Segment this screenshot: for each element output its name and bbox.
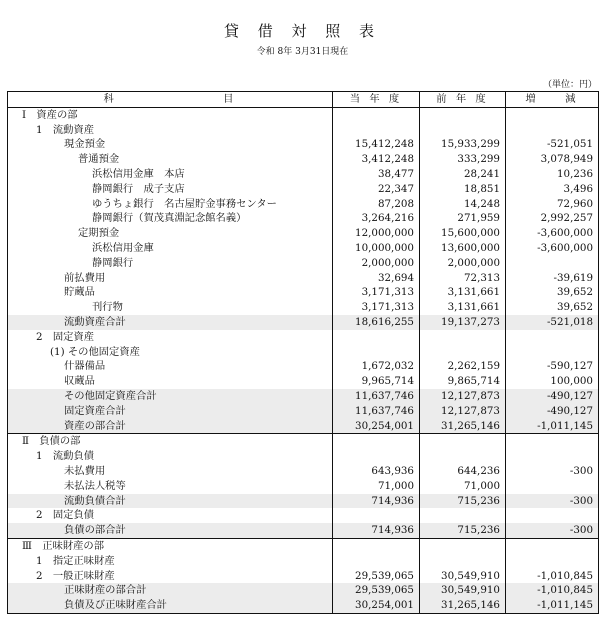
balance-sheet-table (7, 91, 599, 614)
previous-year-cell: 18,851 (420, 182, 506, 197)
change-cell: -1,011,145 (506, 598, 599, 613)
previous-year-cell: 271,959 (420, 211, 506, 226)
previous-year-cell (420, 554, 506, 569)
header-change: 増 減 (506, 92, 599, 108)
current-year-cell (333, 538, 420, 553)
table-row (8, 211, 599, 226)
current-year-cell (333, 508, 420, 523)
change-cell (506, 554, 599, 569)
previous-year-cell: 72,313 (420, 271, 506, 286)
account-cell: 2 固定資産 (36, 330, 95, 343)
table-row (8, 300, 599, 315)
previous-year-cell: 30,549,910 (420, 569, 506, 584)
previous-year-cell: 2,262,159 (420, 359, 506, 374)
current-year-cell (333, 554, 420, 569)
previous-year-cell: 15,600,000 (420, 226, 506, 241)
account-cell: 普通預金 (78, 153, 120, 166)
change-cell: 100,000 (506, 374, 599, 389)
previous-year-cell: 71,000 (420, 479, 506, 494)
account-cell: 固定資産合計 (8, 404, 333, 419)
table-row (8, 226, 599, 241)
table-row (8, 241, 599, 256)
table-row (8, 598, 599, 613)
previous-year-cell: 19,137,273 (420, 315, 506, 330)
previous-year-cell (420, 330, 506, 345)
document-title: 貸 借 対 照 表 (223, 22, 382, 40)
previous-year-cell: 12,127,873 (420, 389, 506, 404)
change-cell: 39,652 (506, 300, 599, 315)
account-cell: 1 流動資産 (36, 123, 95, 136)
account-cell: 浜松信用金庫 本店 (92, 167, 185, 180)
change-cell: -490,127 (506, 389, 599, 404)
table-row (8, 434, 599, 449)
current-year-cell (333, 434, 420, 449)
table-row (8, 182, 599, 197)
change-cell: -521,018 (506, 315, 599, 330)
table-row (8, 569, 599, 584)
table-row (8, 107, 599, 122)
header-previous-year: 前 年 度 (420, 92, 506, 108)
account-cell: 浜松信用金庫 (92, 241, 154, 254)
account-cell: 前払費用 (64, 271, 106, 284)
previous-year-cell (420, 434, 506, 449)
previous-year-cell: 2,000,000 (420, 256, 506, 271)
current-year-cell: 3,171,313 (333, 300, 420, 315)
table-row (8, 315, 599, 330)
account-cell: 未払法人税等 (64, 479, 126, 492)
table-row (8, 167, 599, 182)
previous-year-cell (420, 449, 506, 464)
table-row (8, 345, 599, 360)
account-cell: Ⅰ 資産の部 (22, 108, 78, 121)
document-date: 令和 8年 3月31日現在 (256, 47, 349, 57)
account-cell: 収蔵品 (64, 375, 95, 388)
current-year-cell: 2,000,000 (333, 256, 420, 271)
account-cell: 資産の部合計 (8, 419, 333, 434)
previous-year-cell: 15,933,299 (420, 137, 506, 152)
change-cell (506, 345, 599, 360)
change-cell (506, 123, 599, 138)
current-year-cell: 22,347 (333, 182, 420, 197)
current-year-cell: 11,637,746 (333, 404, 420, 419)
table-row (8, 389, 599, 404)
previous-year-cell (420, 123, 506, 138)
previous-year-cell: 3,131,661 (420, 285, 506, 300)
table-row (8, 464, 599, 479)
current-year-cell: 9,965,714 (333, 374, 420, 389)
previous-year-cell: 715,236 (420, 523, 506, 538)
current-year-cell: 15,412,248 (333, 137, 420, 152)
change-cell (506, 256, 599, 271)
account-cell: 1 指定正味財産 (36, 554, 115, 567)
unit-note: （単位：円） (542, 80, 597, 90)
current-year-cell: 38,477 (333, 167, 420, 182)
account-cell: 2 一般正味財産 (36, 569, 115, 582)
change-cell (506, 479, 599, 494)
table-row (8, 554, 599, 569)
change-cell (506, 107, 599, 122)
table-row (8, 508, 599, 523)
previous-year-cell (420, 508, 506, 523)
current-year-cell (333, 123, 420, 138)
account-cell: Ⅱ 負債の部 (8, 434, 333, 449)
change-cell: -3,600,000 (506, 241, 599, 256)
current-year-cell: 10,000,000 (333, 241, 420, 256)
table-header-row (8, 92, 599, 108)
change-cell: -1,011,145 (506, 419, 599, 434)
current-year-cell: 714,936 (333, 494, 420, 509)
change-cell: -3,600,000 (506, 226, 599, 241)
current-year-cell (333, 107, 420, 122)
change-cell: 39,652 (506, 285, 599, 300)
change-cell: -1,010,845 (506, 569, 599, 584)
change-cell (506, 434, 599, 449)
previous-year-cell: 9,865,714 (420, 374, 506, 389)
table-body (8, 107, 599, 613)
previous-year-cell: 31,265,146 (420, 419, 506, 434)
account-cell: 静岡銀行 (92, 256, 134, 269)
previous-year-cell: 31,265,146 (420, 598, 506, 613)
change-cell: -39,619 (506, 271, 599, 286)
change-cell (506, 508, 599, 523)
change-cell: 3,078,949 (506, 152, 599, 167)
table-row (8, 374, 599, 389)
account-cell: ゆうちょ銀行 名古屋貯金事務センター (92, 197, 277, 210)
table-row (8, 404, 599, 419)
change-cell: 2,992,257 (506, 211, 599, 226)
previous-year-cell: 644,236 (420, 464, 506, 479)
account-cell: 未払費用 (64, 464, 106, 477)
account-cell: 静岡銀行（賀茂真淵記念館名義） (92, 212, 247, 225)
account-cell: 現金預金 (64, 138, 106, 151)
account-cell: 負債及び正味財産合計 (8, 598, 333, 613)
table-row (8, 137, 599, 152)
current-year-cell: 12,000,000 (333, 226, 420, 241)
previous-year-cell: 715,236 (420, 494, 506, 509)
previous-year-cell: 333,299 (420, 152, 506, 167)
account-cell: 什器備品 (64, 360, 106, 373)
current-year-cell: 30,254,001 (333, 598, 420, 613)
account-cell: その他固定資産合計 (8, 389, 333, 404)
current-year-cell: 29,539,065 (333, 569, 420, 584)
change-cell (506, 330, 599, 345)
header-current-year: 当 年 度 (333, 92, 420, 108)
account-cell: 流動資産合計 (8, 315, 333, 330)
table-row (8, 285, 599, 300)
current-year-cell: 32,694 (333, 271, 420, 286)
change-cell: -590,127 (506, 359, 599, 374)
current-year-cell: 71,000 (333, 479, 420, 494)
table-row (8, 479, 599, 494)
table-row (8, 123, 599, 138)
current-year-cell: 714,936 (333, 523, 420, 538)
current-year-cell: 87,208 (333, 197, 420, 212)
current-year-cell: 3,264,216 (333, 211, 420, 226)
account-cell: 2 固定負債 (36, 509, 95, 522)
current-year-cell: 29,539,065 (333, 583, 420, 598)
previous-year-cell: 28,241 (420, 167, 506, 182)
account-cell: 正味財産の部合計 (8, 583, 333, 598)
change-cell: 3,496 (506, 182, 599, 197)
change-cell: 72,960 (506, 197, 599, 212)
current-year-cell (333, 330, 420, 345)
header-account: 科 目 (8, 92, 333, 108)
previous-year-cell (420, 345, 506, 360)
change-cell: -521,051 (506, 137, 599, 152)
change-cell: -1,010,845 (506, 583, 599, 598)
table-row (8, 256, 599, 271)
current-year-cell (333, 345, 420, 360)
table-row (8, 359, 599, 374)
previous-year-cell: 13,600,000 (420, 241, 506, 256)
change-cell: -300 (506, 523, 599, 538)
account-cell: 貯蔵品 (64, 286, 95, 299)
change-cell: -490,127 (506, 404, 599, 419)
previous-year-cell: 12,127,873 (420, 404, 506, 419)
account-cell: 静岡銀行 成子支店 (92, 182, 185, 195)
current-year-cell: 30,254,001 (333, 419, 420, 434)
current-year-cell (333, 449, 420, 464)
table-row (8, 449, 599, 464)
change-cell: 10,236 (506, 167, 599, 182)
current-year-cell: 18,616,255 (333, 315, 420, 330)
account-cell: Ⅲ 正味財産の部 (8, 538, 333, 553)
account-cell: 定期預金 (78, 227, 120, 240)
current-year-cell: 643,936 (333, 464, 420, 479)
table-row (8, 523, 599, 538)
change-cell (506, 538, 599, 553)
previous-year-cell: 14,248 (420, 197, 506, 212)
current-year-cell: 11,637,746 (333, 389, 420, 404)
previous-year-cell: 30,549,910 (420, 583, 506, 598)
account-cell: 負債の部合計 (8, 523, 333, 538)
table-row (8, 152, 599, 167)
table-row (8, 583, 599, 598)
table-row (8, 197, 599, 212)
change-cell: -300 (506, 464, 599, 479)
account-cell: 流動負債合計 (8, 494, 333, 509)
table-row (8, 330, 599, 345)
change-cell (506, 449, 599, 464)
table-row (8, 538, 599, 553)
table-row (8, 419, 599, 434)
account-cell: 1 流動負債 (36, 450, 95, 463)
previous-year-cell (420, 107, 506, 122)
previous-year-cell (420, 538, 506, 553)
table-row (8, 494, 599, 509)
account-cell: 刊行物 (92, 301, 123, 314)
current-year-cell: 1,672,032 (333, 359, 420, 374)
current-year-cell: 3,171,313 (333, 285, 420, 300)
table-row (8, 271, 599, 286)
previous-year-cell: 3,131,661 (420, 300, 506, 315)
change-cell: -300 (506, 494, 599, 509)
current-year-cell: 3,412,248 (333, 152, 420, 167)
account-cell: (1) その他固定資産 (50, 345, 140, 358)
